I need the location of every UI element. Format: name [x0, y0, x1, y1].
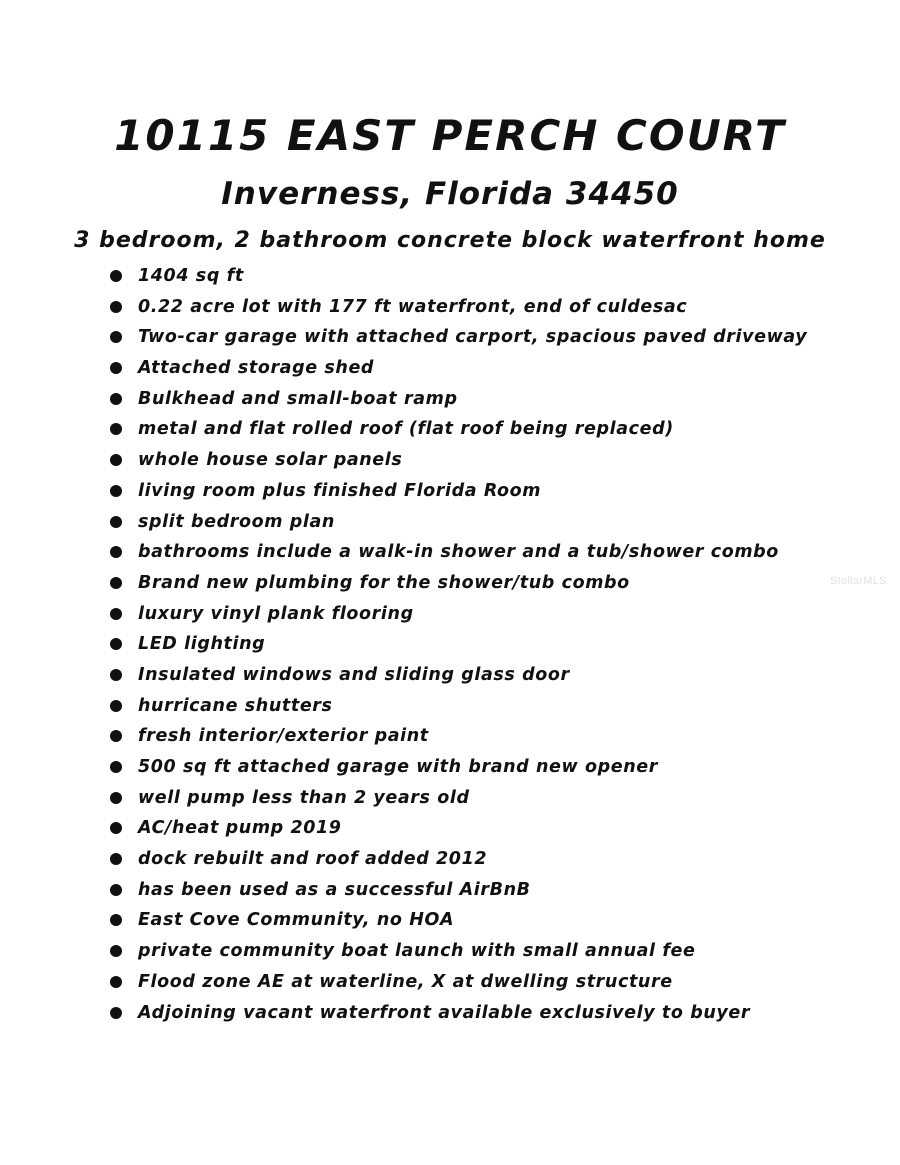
- bullet-icon: [110, 914, 122, 926]
- feature-text: split bedroom plan: [138, 511, 335, 532]
- bullet-icon: [110, 577, 122, 589]
- feature-text: Adjoining vacant waterfront available exclusively to buyer: [138, 1002, 751, 1023]
- bullet-icon: [110, 700, 122, 712]
- feature-text: LED lighting: [138, 634, 266, 655]
- feature-item: [108, 414, 807, 445]
- feature-item: [108, 568, 807, 599]
- bullet-icon: [110, 884, 122, 896]
- bullet-icon: [110, 608, 122, 620]
- bullet-icon: [110, 669, 122, 681]
- feature-text: living room plus finished Florida Room: [138, 480, 542, 501]
- feature-text: luxury vinyl plank flooring: [138, 603, 414, 624]
- feature-text: Insulated windows and sliding glass door: [138, 664, 570, 685]
- mls-watermark: StellarMLS: [830, 575, 887, 587]
- feature-text: 500 sq ft attached garage with brand new opener: [138, 757, 658, 777]
- feature-item: [108, 936, 807, 967]
- property-city-state-zip: Inverness, Florida 34450: [221, 176, 679, 212]
- bullet-icon: [110, 945, 122, 957]
- feature-text: Attached storage shed: [138, 358, 375, 379]
- bullet-icon: [110, 822, 122, 834]
- feature-item: [108, 783, 807, 814]
- feature-item: [108, 998, 807, 1029]
- feature-text: East Cove Community, no HOA: [138, 910, 455, 931]
- feature-text: Bulkhead and small-boat ramp: [138, 388, 458, 409]
- bullet-icon: [110, 638, 122, 650]
- bullet-icon: [110, 270, 122, 282]
- feature-text: private community boat launch with small annual fee: [138, 941, 696, 962]
- bullet-icon: [110, 393, 122, 405]
- feature-item: [108, 752, 807, 783]
- feature-item: [108, 691, 807, 722]
- feature-item: [108, 445, 807, 476]
- feature-item: [108, 967, 807, 998]
- feature-text: fresh interior/exterior paint: [138, 726, 429, 747]
- feature-item: [108, 813, 807, 844]
- feature-item: [108, 844, 807, 875]
- feature-item: [108, 629, 807, 660]
- feature-text: Brand new plumbing for the shower/tub combo: [138, 572, 630, 593]
- feature-item: [108, 537, 807, 568]
- feature-item: [108, 599, 807, 630]
- feature-item: [108, 905, 807, 936]
- bullet-icon: [110, 454, 122, 466]
- bullet-icon: [110, 546, 122, 558]
- feature-text: 0.22 acre lot with 177 ft waterfront, end of culdesac: [138, 296, 688, 317]
- bullet-icon: [110, 730, 122, 742]
- feature-item: [108, 292, 807, 323]
- feature-text: AC/heat pump 2019: [138, 818, 342, 839]
- bullet-icon: [110, 485, 122, 497]
- feature-text: dock rebuilt and roof added 2012: [138, 849, 488, 870]
- feature-text: well pump less than 2 years old: [138, 787, 470, 808]
- feature-item: [108, 660, 807, 691]
- feature-text: whole house solar panels: [138, 450, 403, 471]
- bullet-icon: [110, 301, 122, 313]
- bullet-icon: [110, 423, 122, 435]
- feature-item: [108, 476, 807, 507]
- feature-text: Flood zone AE at waterline, X at dwelling structure: [138, 971, 673, 992]
- feature-item: [108, 261, 807, 292]
- property-address: 10115 EAST PERCH COURT: [114, 111, 786, 160]
- bullet-icon: [110, 761, 122, 773]
- bullet-icon: [110, 362, 122, 374]
- feature-text: hurricane shutters: [138, 695, 333, 716]
- bullet-icon: [110, 976, 122, 988]
- bullet-icon: [110, 516, 122, 528]
- property-summary: 3 bedroom, 2 bathroom concrete block waterfront home: [74, 228, 826, 253]
- feature-item: [108, 507, 807, 538]
- feature-text: metal and flat rolled roof (flat roof being replaced): [138, 419, 674, 440]
- feature-item: [108, 875, 807, 906]
- feature-text: has been used as a successful AirBnB: [138, 879, 531, 900]
- bullet-icon: [110, 1007, 122, 1019]
- bullet-icon: [110, 792, 122, 804]
- feature-item: [108, 353, 807, 384]
- feature-item: [108, 322, 807, 353]
- feature-list: [108, 261, 807, 1028]
- bullet-icon: [110, 331, 122, 343]
- feature-text: Two-car garage with attached carport, spacious paved driveway: [138, 327, 808, 348]
- feature-item: [108, 384, 807, 415]
- bullet-icon: [110, 853, 122, 865]
- feature-text: bathrooms include a walk-in shower and a tub/shower combo: [138, 542, 779, 563]
- feature-text: 1404 sq ft: [138, 266, 244, 286]
- feature-item: [108, 721, 807, 752]
